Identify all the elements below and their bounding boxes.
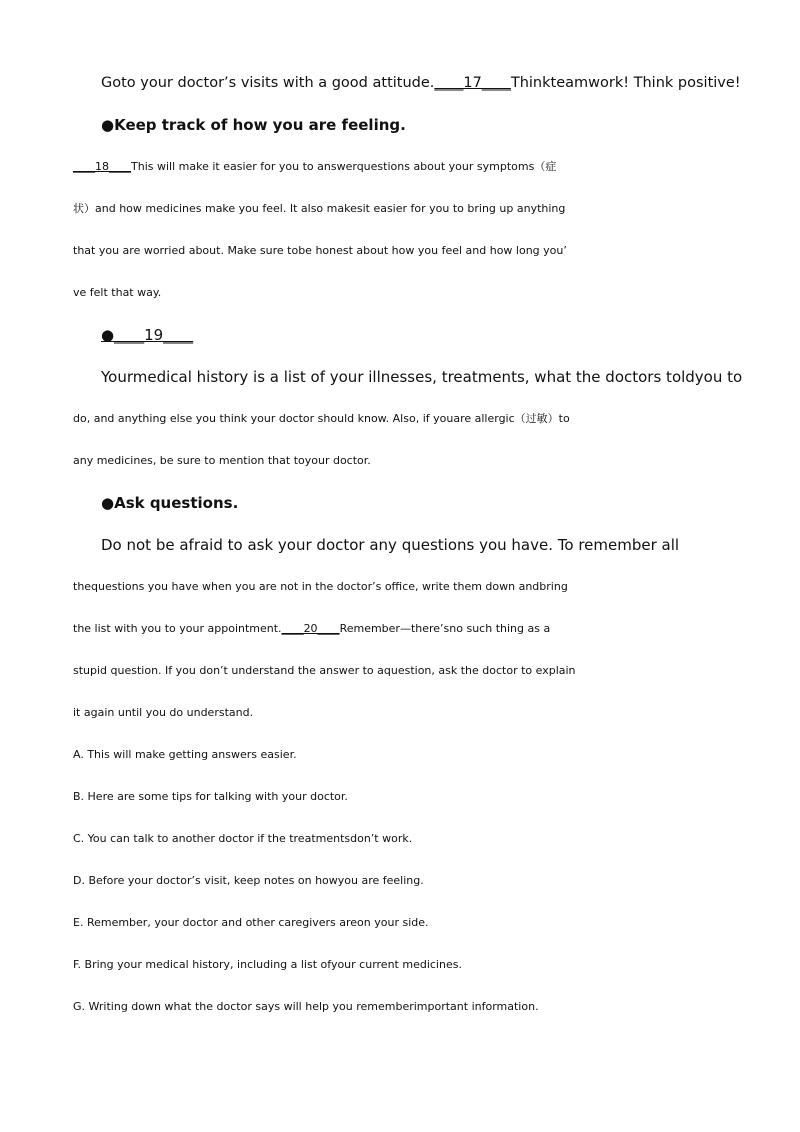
- paragraph-questions-line-4: stupid question. If you don’t understand the answer to aquestion, ask the doctor to explain: [73, 664, 576, 677]
- paragraph-questions-line-3: [73, 619, 743, 639]
- heading-ask-questions: ●Ask questions.: [101, 494, 239, 512]
- paragraph-history-line-3: any medicines, be sure to mention that toyour doctor.: [73, 454, 371, 467]
- heading-blank-19: ●____19____: [101, 326, 194, 344]
- paragraph-questions-line-1: Do not be afraid to ask your doctor any questions you have. To remember all: [101, 536, 680, 554]
- option-f: F. Bring your medical history, including a list ofyour current medicines.: [73, 958, 462, 971]
- paragraph-feeling-line-3: that you are worried about. Make sure tobe honest about how you feel and how long you’: [73, 244, 567, 257]
- paragraph-history-line-1: Yourmedical history is a list of your illnesses, treatments, what the doctors toldyou to: [101, 368, 743, 386]
- blank-17: ____17____: [434, 75, 511, 91]
- text-segment: Goto your doctor’s visits with a good attitude.: [101, 75, 435, 91]
- paragraph-attitude: [101, 73, 741, 93]
- paragraph-history-line-2: do, and anything else you think your doctor should know. Also, if youare allergic（过敏）to: [73, 412, 570, 425]
- blank-20: ____20____: [281, 622, 340, 635]
- option-e: E. Remember, your doctor and other caregivers areon your side.: [73, 916, 429, 929]
- option-a: A. This will make getting answers easier.: [73, 748, 297, 761]
- option-d: D. Before your doctor’s visit, keep notes on howyou are feeling.: [73, 874, 424, 887]
- option-g: G. Writing down what the doctor says will help you rememberimportant information.: [73, 1000, 539, 1013]
- paragraph-feeling-line-2: 状）and how medicines make you feel. It also makesit easier for you to bring up anything: [73, 202, 566, 215]
- paragraph-feeling-line-4: ve felt that way.: [73, 286, 162, 299]
- paragraph-questions-line-5: it again until you do understand.: [73, 706, 254, 719]
- option-c: C. You can talk to another doctor if the treatmentsdon’t work.: [73, 832, 413, 845]
- paragraph-questions-line-2: thequestions you have when you are not in the doctor’s office, write them down andbring: [73, 580, 568, 593]
- text-segment: This will make it easier for you to answerquestions about your symptoms（症: [131, 160, 557, 173]
- paragraph-feeling-line-1: [73, 157, 743, 177]
- heading-keep-track: ●Keep track of how you are feeling.: [101, 116, 406, 134]
- blank-18: ____18____: [73, 160, 131, 173]
- text-segment: Remember—there’sno such thing as a: [339, 622, 551, 635]
- text-segment: the list with you to your appointment.: [73, 622, 282, 635]
- text-segment: Thinkteamwork! Think positive!: [510, 75, 741, 91]
- option-b: B. Here are some tips for talking with your doctor.: [73, 790, 348, 803]
